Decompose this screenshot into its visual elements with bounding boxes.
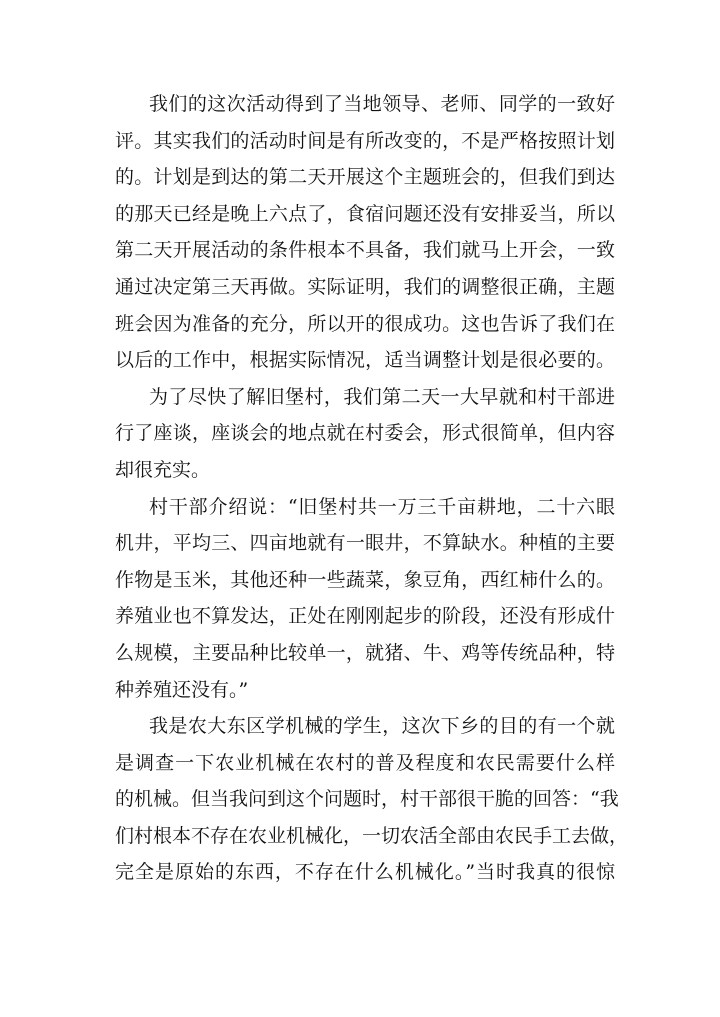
text-line: 是调查一下农业机械在农村的普及程度和农民需要什么样 <box>115 751 615 774</box>
paragraph-1 <box>115 86 615 379</box>
text-line: 机井，平均三、四亩地就有一眼井，不算缺水。种植的主要 <box>115 532 615 555</box>
text-line: 的机械。但当我问到这个问题时，村干部很干脆的回答：“我 <box>115 788 619 811</box>
text-line: 的那天已经是晚上六点了，食宿问题还没有安排妥当，所以 <box>115 202 615 225</box>
text-line: 通过决定第三天再做。实际证明，我们的调整很正确，主题 <box>115 275 615 298</box>
document-body <box>115 86 629 891</box>
text-line: 村干部介绍说：“旧堡村共一万三千亩耕地，二十六眼 <box>149 495 615 518</box>
text-line: 么规模，主要品种比较单一，就猪、牛、鸡等传统品种，特 <box>115 641 615 664</box>
text-line: 养殖业也不算发达，正处在刚刚起步的阶段，还没有形成什 <box>115 605 615 628</box>
text-line: 班会因为准备的充分，所以开的很成功。这也告诉了我们在 <box>115 312 615 335</box>
text-line: 行了座谈，座谈会的地点就在村委会，形式很简单，但内容 <box>115 422 615 445</box>
text-line: 种养殖还没有。” <box>115 678 249 701</box>
text-line: 为了尽快了解旧堡村，我们第二天一大早就和村干部进 <box>149 385 615 408</box>
text-line: 作物是玉米，其他还种一些蔬菜，象豆角，西红柿什么的。 <box>115 568 615 591</box>
text-line: 们村根本不存在农业机械化，一切农活全部由农民手工去做， <box>115 824 629 847</box>
text-line: 完全是原始的东西，不存在什么机械化。”当时我真的很惊 <box>115 861 615 884</box>
text-line: 以后的工作中，根据实际情况，适当调整计划是很必要的。 <box>115 349 615 372</box>
paragraph-3 <box>115 489 615 709</box>
paragraph-2 <box>115 379 615 489</box>
text-line: 却很充实。 <box>115 458 211 481</box>
text-line: 评。其实我们的活动时间是有所改变的，不是严格按照计划 <box>115 129 615 152</box>
text-line: 第二天开展活动的条件根本不具备，我们就马上开会，一致 <box>115 239 615 262</box>
paragraph-4 <box>115 708 629 891</box>
text-line: 我们的这次活动得到了当地领导、老师、同学的一致好 <box>149 93 615 115</box>
text-line: 我是农大东区学机械的学生，这次下乡的目的有一个就 <box>149 715 615 738</box>
text-line: 的。计划是到达的第二天开展这个主题班会的，但我们到达 <box>115 166 615 189</box>
